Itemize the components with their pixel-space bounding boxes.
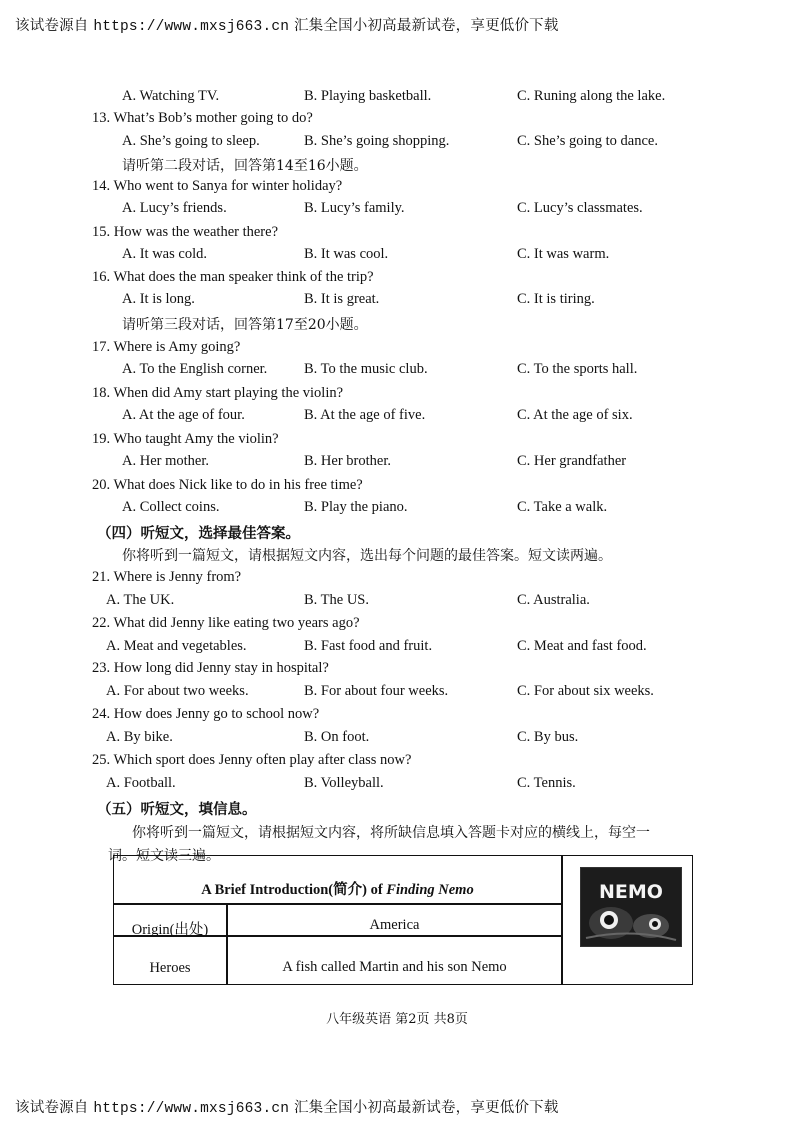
option-c: C. It was warm. <box>517 246 610 262</box>
option-c: C. Australia. <box>517 592 590 608</box>
question-20 <box>0 477 794 497</box>
question-text: 23. How long did Jenny stay in hospital? <box>92 660 329 676</box>
question-20-options <box>0 499 794 519</box>
option-c: C. At the age of six. <box>517 407 633 423</box>
question-text: 25. Which sport does Jenny often play after class now? <box>92 752 412 768</box>
question-text: 24. How does Jenny go to school now? <box>92 706 320 722</box>
question-22-options <box>0 638 794 658</box>
option-b: B. Lucy’s family. <box>304 200 405 216</box>
question-23 <box>0 660 794 680</box>
option-a: A. To the English corner. <box>122 361 268 377</box>
row-label-heroes: Heroes <box>149 960 191 976</box>
option-c: C. Runing along the lake. <box>517 88 666 104</box>
section-5-instruction-line-1: 你将听到一篇短文，请根据短文内容，将所缺信息填入答题卡对应的横线上，每空一 <box>132 825 650 841</box>
option-b: B. Fast food and fruit. <box>304 638 433 654</box>
option-a: A. Lucy’s friends. <box>122 200 227 216</box>
option-b: B. Playing basketball. <box>304 88 432 104</box>
option-a: A. Collect coins. <box>122 499 220 515</box>
option-a: A. Her mother. <box>122 453 209 469</box>
option-c: C. It is tiring. <box>517 291 595 307</box>
option-b: B. On foot. <box>304 729 370 745</box>
section-4-title: （四）听短文，选择最佳答案。 <box>97 525 300 542</box>
option-b: B. For about four weeks. <box>304 683 449 699</box>
question-text: 20. What does Nick like to do in his free time? <box>92 477 363 493</box>
option-c: C. By bus. <box>517 729 579 745</box>
option-a: A. The UK. <box>106 592 175 608</box>
top-source-banner <box>15 14 559 35</box>
question-13 <box>0 110 794 130</box>
finding-nemo-poster <box>580 867 682 947</box>
info-table <box>113 855 693 985</box>
option-c: C. Meat and fast food. <box>517 638 647 654</box>
question-15-options <box>0 246 794 266</box>
banner-url[interactable]: https://www.mxsj663.cn <box>93 1101 290 1117</box>
question-text: 22. What did Jenny like eating two years ago? <box>92 615 360 631</box>
question-18-options <box>0 407 794 427</box>
question-16-options <box>0 291 794 311</box>
option-a: A. She’s going to sleep. <box>122 133 260 149</box>
option-b: B. It is great. <box>304 291 380 307</box>
question-text: 13. What’s Bob’s mother going to do? <box>92 110 313 126</box>
question-text: 15. How was the weather there? <box>92 224 279 240</box>
option-b: B. The US. <box>304 592 369 608</box>
poster-title: NEMO <box>599 881 663 903</box>
option-a: A. Watching TV. <box>122 88 220 104</box>
option-b: B. At the age of five. <box>304 407 426 423</box>
question-21 <box>0 569 794 589</box>
question-text: 21. Where is Jenny from? <box>92 569 242 585</box>
option-c: C. For about six weeks. <box>517 683 654 699</box>
row-value-origin: America <box>369 917 420 933</box>
option-b: B. Her brother. <box>304 453 391 469</box>
question-13-options <box>0 133 794 153</box>
banner-suffix: 汇集全国小初高最新试卷，享更低价下载 <box>293 18 559 34</box>
option-c: C. Take a walk. <box>517 499 608 515</box>
question-text: 19. Who taught Amy the violin? <box>92 431 279 447</box>
question-17 <box>0 339 794 359</box>
question-23-options <box>0 683 794 703</box>
question-19-options <box>0 453 794 473</box>
question-text: 17. Where is Amy going? <box>92 339 241 355</box>
section-4-instruction: 你将听到一篇短文，请根据短文内容，选出每个问题的最佳答案。短文读两遍。 <box>122 548 612 564</box>
option-a: A. At the age of four. <box>122 407 245 423</box>
question-15 <box>0 224 794 244</box>
option-a: A. For about two weeks. <box>106 683 249 699</box>
banner-suffix: 汇集全国小初高最新试卷，享更低价下载 <box>293 1100 559 1116</box>
option-b: B. She’s going shopping. <box>304 133 450 149</box>
page-number: 八年级英语 第2页 共8页 <box>326 1012 468 1027</box>
table-title <box>113 878 562 899</box>
question-19 <box>0 431 794 451</box>
option-c: C. Tennis. <box>517 775 576 791</box>
question-24 <box>0 706 794 726</box>
question-17-options <box>0 361 794 381</box>
question-21-options <box>0 592 794 612</box>
banner-prefix: 该试卷源自 <box>15 18 89 34</box>
row-value-heroes: A fish called Martin and his son Nemo <box>282 959 507 975</box>
table-divider <box>113 903 562 905</box>
option-a: A. Meat and vegetables. <box>106 638 247 654</box>
table-title-prefix: A Brief Introduction(简介) of <box>201 882 387 898</box>
section-5-instruction-line-2: 词。短文读三遍。 <box>108 848 220 864</box>
question-16 <box>0 269 794 289</box>
option-c: C. Lucy’s classmates. <box>517 200 643 216</box>
option-a: A. Football. <box>106 775 176 791</box>
dialog-2-note: 请听第二段对话，回答第14至16小题。 <box>122 158 368 174</box>
banner-prefix: 该试卷源自 <box>15 1100 89 1116</box>
question-text: 16. What does the man speaker think of the trip? <box>92 269 374 285</box>
question-25 <box>0 752 794 772</box>
option-c: C. Her grandfather <box>517 453 627 469</box>
table-title-italic: Finding Nemo <box>386 882 474 898</box>
dialog-3-note: 请听第三段对话，回答第17至20小题。 <box>122 317 368 333</box>
question-25-options <box>0 775 794 795</box>
option-a: A. It was cold. <box>122 246 207 262</box>
question-18 <box>0 385 794 405</box>
question-14 <box>0 178 794 198</box>
banner-url[interactable]: https://www.mxsj663.cn <box>93 19 290 35</box>
option-b: B. Volleyball. <box>304 775 384 791</box>
option-b: B. It was cool. <box>304 246 389 262</box>
question-22 <box>0 615 794 635</box>
option-c: C. She’s going to dance. <box>517 133 658 149</box>
question-text: 18. When did Amy start playing the violin? <box>92 385 344 401</box>
q12-options <box>0 88 794 108</box>
section-5-title: （五）听短文，填信息。 <box>97 801 257 818</box>
question-text: 14. Who went to Sanya for winter holiday? <box>92 178 343 194</box>
question-24-options <box>0 729 794 749</box>
option-b: B. Play the piano. <box>304 499 408 515</box>
option-a: A. It is long. <box>122 291 195 307</box>
bottom-source-banner <box>15 1096 559 1117</box>
row-label-origin: Origin(出处) <box>131 922 209 938</box>
poster-image <box>581 868 681 946</box>
option-b: B. To the music club. <box>304 361 428 377</box>
option-a: A. By bike. <box>106 729 173 745</box>
option-c: C. To the sports hall. <box>517 361 638 377</box>
question-14-options <box>0 200 794 220</box>
